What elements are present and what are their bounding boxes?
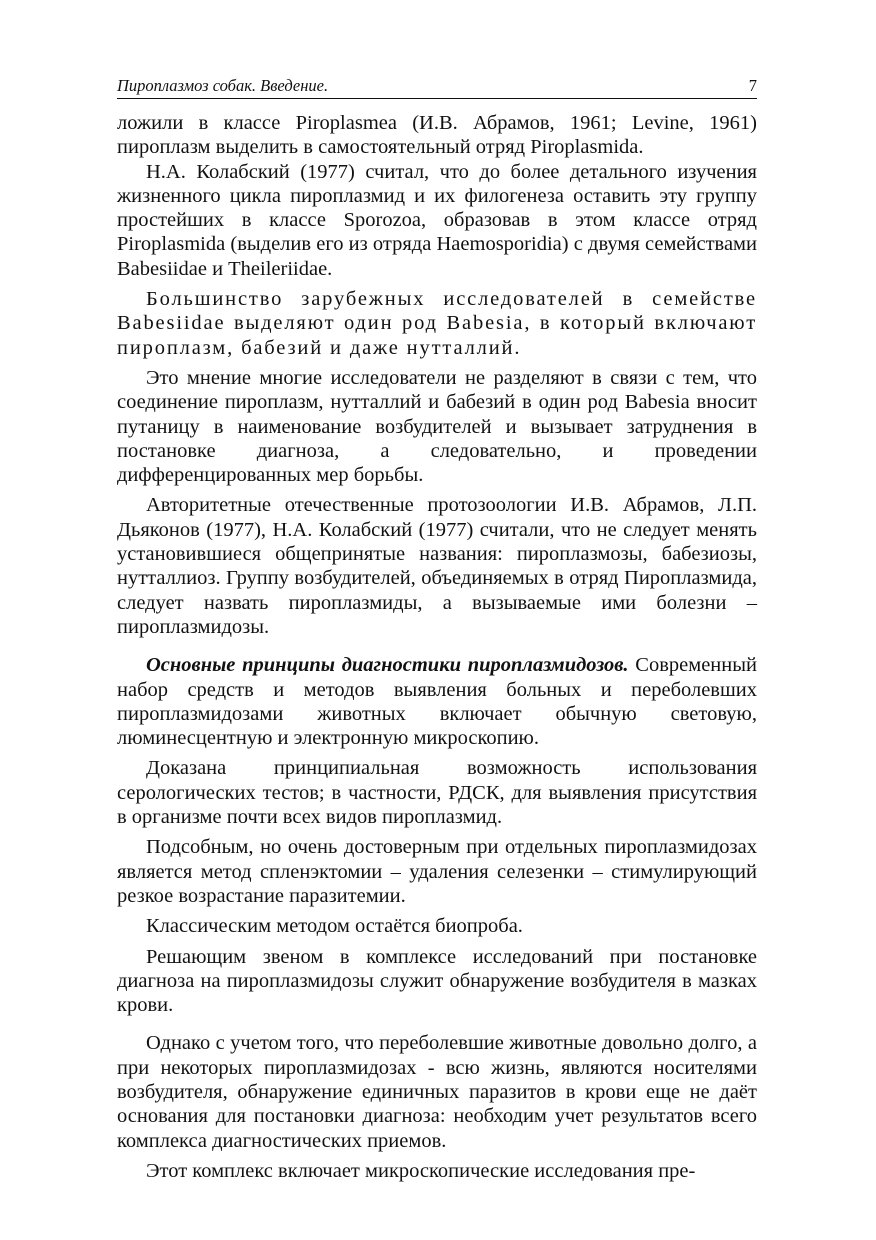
paragraph-5: Авторитетные отечественные протозоологии И.В. Абрамов, Л.П. Дьяконов (1977), Н.А. Колабский (1977) считали, что не следует менять установившиеся общепринятые названия: пироплазмозы, бабезиозы, нутталлиоз. Группу возбудителей, объединяемых в отряд Пироплазмида, следует назвать пироплазмиды, а вызываемые ими болезни – пироплазмидозы. [117, 494, 757, 638]
paragraph-11: Однако с учетом того, что переболевшие животные довольно долго, а при некоторых пироплазмидозах - всю жизнь, являются носителями возбудителя, обнаружение единичных паразитов в крови еще не даёт основания для постановки диагноза: необходим учет результатов всего комплекса диагностических приемов. [117, 1032, 757, 1152]
body-text [117, 111, 757, 1183]
paragraph-6 [117, 653, 757, 750]
paragraph-4: Это мнение многие исследователи не разделяют в связи с тем, что соединение пироплазм, нутталлий и бабезий в один род Babesia вносит путаницу в наименование возбудителей и вызывает затруднения в постановке диагноза, а следовательно, и проведении дифференцированных мер борьбы. [117, 366, 757, 487]
paragraph-9: Классическим методом остаётся биопроба. [146, 915, 523, 938]
paragraph-7: Доказана принципиальная возможность использования серологических тестов; в частности, РДСК, для выявления присутствия в организме почти всех видов пироплазмид. [117, 757, 757, 829]
paragraph-6-text: Современный набор средств и методов выявления больных и переболевших пироплазмидозами животных включает обычную световую, люминесцентную и электронную микроскопию. [117, 654, 757, 750]
paragraph-10: Решающим звеном в комплексе исследований при постановке диагноза на пироплазмидозы служит обнаружение возбудителя в мазках крови. [117, 945, 757, 1017]
book-page [117, 76, 757, 1183]
paragraph-3: Большинство зарубежных исследователей в семействе Babesiidae выделяют один род Babesia, в который включают пироплазм, бабезий и даже нутталлий. [117, 288, 757, 359]
page-number: 7 [748, 76, 757, 95]
paragraph-1: ложили в классе Piroplasmea (И.В. Абрамов, 1961; Levine, 1961) пироплазм выделить в самостоятельный отряд Piroplasmida. [117, 112, 757, 159]
running-title: Пироплазмоз собак. Введение. [117, 76, 329, 95]
running-header [117, 76, 757, 99]
paragraph-12: Этот комплекс включает микроскопические исследования пре- [146, 1159, 696, 1182]
paragraph-2: Н.А. Колабский (1977) считал, что до более детального изучения жизненного цикла пироплазмид и их филогенеза оставить эту группу простейших в классе Sporozoa, образовав в этом классе отряд Piroplasmida (выделив его из отряда Haemosporidia) с двумя семействами Babesiidae и Theileriidae. [117, 160, 757, 280]
paragraph-8: Подсобным, но очень достоверным при отдельных пироплазмидозах является метод спленэктомии – удаления селезенки – стимулирующий резкое возрастание паразитемии. [117, 836, 757, 907]
section-lead-heading: Основные принципы диагностики пироплазмидозов. [146, 654, 629, 677]
